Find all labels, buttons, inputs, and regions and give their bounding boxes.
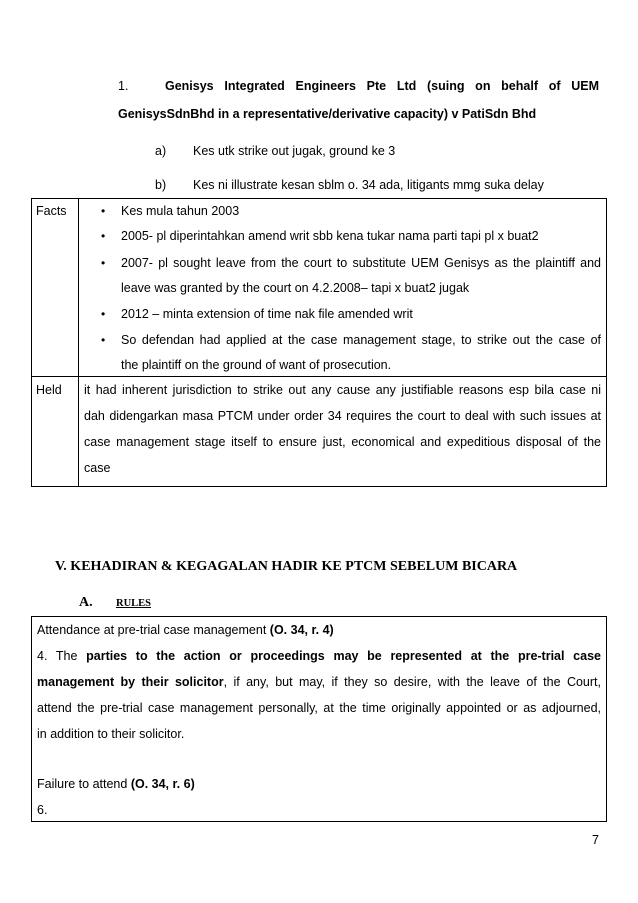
fact-item-5-line2: the plaintiff on the ground of want of prosecution.: [121, 358, 392, 372]
facts-label: Facts: [36, 204, 67, 218]
rule4-line1: [37, 648, 601, 664]
rule4-bold-part1: parties to the action or proceedings may be represented at the pre-trial case: [86, 649, 601, 663]
point-a-text: Kes utk strike out jugak, ground ke 3: [193, 144, 396, 158]
bullet-icon: •: [101, 307, 106, 321]
rule6-number: 6.: [37, 803, 48, 817]
held-line-4: case: [84, 461, 111, 475]
case-title-line1: Genisys Integrated Engineers Pte Ltd (suing on behalf of UEM: [165, 79, 599, 93]
bullet-icon: •: [101, 229, 106, 243]
section-heading: V. KEHADIRAN & KEGAGALAN HADIR KE PTCM SEBELUM BICARA: [55, 559, 518, 574]
fact-item-5-line1: So defendan had applied at the case management stage, to strike out the case of: [121, 333, 601, 347]
rule-failure-text: Failure to attend: [37, 777, 131, 791]
rule4-rest-line2: , if any, but may, if they so desire, with the leave of the Court,: [223, 675, 601, 689]
rule-failure-ref: (O. 34, r. 6): [130, 777, 195, 791]
fact-item-1: Kes mula tahun 2003: [121, 204, 240, 218]
fact-item-3-line2: leave was granted by the court on 4.2.2008– tapi x buat2 jugak: [121, 281, 470, 295]
fact-item-2: 2005- pl diperintahkan amend writ sbb kena tukar nama parti tapi pl x buat2: [121, 229, 539, 243]
rule-failure-heading: [37, 776, 195, 792]
point-b-text: Kes ni illustrate kesan sblm o. 34 ada, litigants mmg suka delay: [193, 178, 544, 192]
fact-item-3-line1: 2007- pl sought leave from the court to substitute UEM Genisys as the plaintiff and: [121, 256, 601, 270]
case-number: 1.: [118, 79, 129, 93]
rule-attendance-heading: [37, 622, 334, 638]
rule4-line2: [37, 674, 601, 690]
fact-item-4: 2012 – minta extension of time nak file amended writ: [121, 307, 413, 321]
table-row-divider: [31, 376, 607, 377]
bullet-icon: •: [101, 204, 106, 218]
held-label: Held: [36, 383, 62, 397]
rule4-bold-part2: management by their solicitor: [37, 675, 224, 689]
case-title-line2: GenisysSdnBhd in a representative/derivative capacity) v PatiSdn Bhd: [118, 107, 537, 121]
rule4-number: 4. The: [37, 649, 87, 663]
table-column-divider: [78, 198, 79, 487]
held-line-1: it had inherent jurisdiction to strike out any cause any justifiable reasons esp bila case ni: [84, 383, 601, 397]
point-a-label: a): [155, 144, 167, 158]
subsection-title: RULES: [116, 598, 152, 609]
bullet-icon: •: [101, 333, 106, 347]
rule-attendance-text: Attendance at pre-trial case management: [37, 623, 270, 637]
held-line-2: dah didengarkan masa PTCM under order 34 requires the court to deal with such issues at: [84, 409, 601, 423]
held-line-3: case management stage itself to ensure just, economical and expeditious disposal of the: [84, 435, 601, 449]
point-b-label: b): [155, 178, 167, 192]
bullet-icon: •: [101, 256, 106, 270]
page-number: 7: [592, 833, 599, 847]
rule4-line4: in addition to their solicitor.: [37, 727, 185, 741]
rule4-line3: attend the pre-trial case management personally, at the time originally appointed or as adjourned,: [37, 701, 601, 715]
rule-attendance-ref: (O. 34, r. 4): [269, 623, 334, 637]
subsection-letter: A.: [79, 595, 93, 610]
